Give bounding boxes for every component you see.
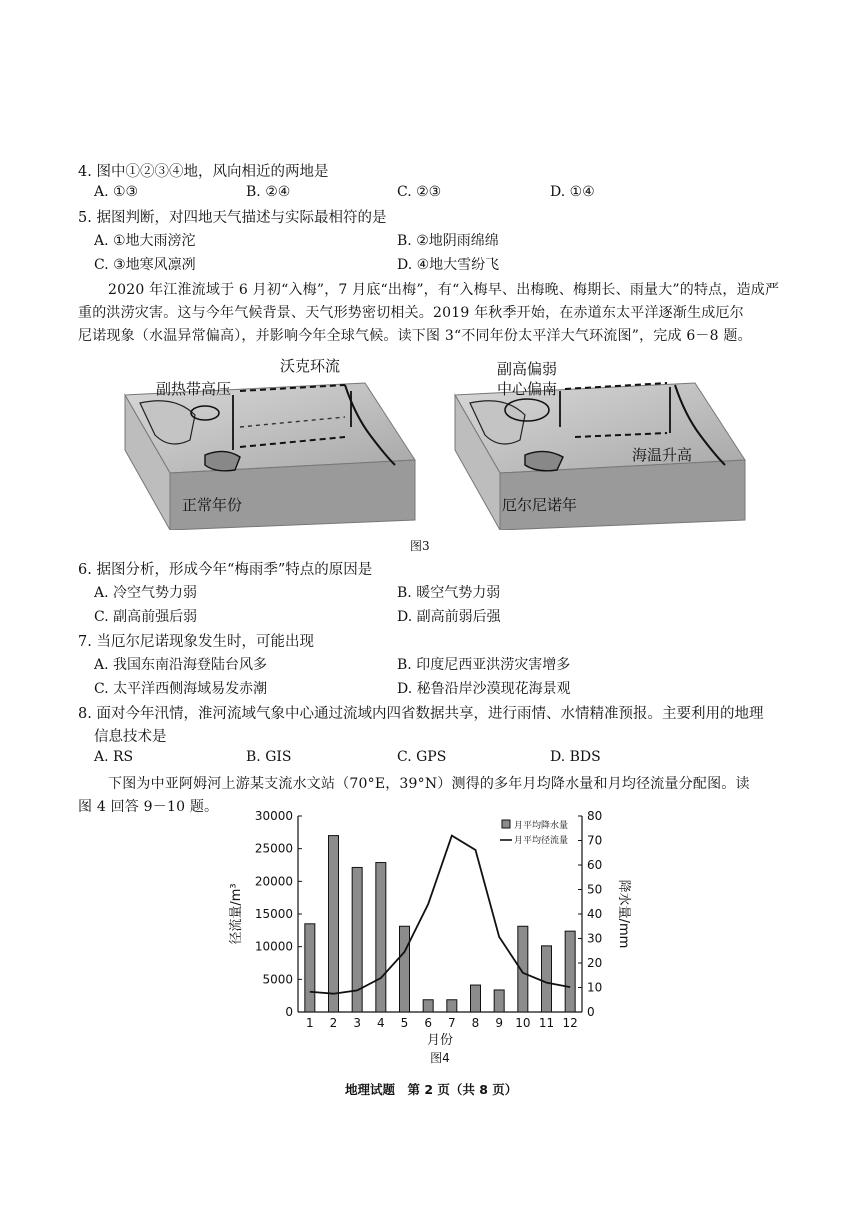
left-y-tick-label: 5000 (262, 972, 293, 987)
right-y-tick-label: 30 (587, 931, 603, 946)
center-south-label: 中心偏南 (497, 380, 558, 398)
x-tick-label: 9 (495, 1016, 503, 1030)
x-tick-label: 7 (448, 1016, 456, 1030)
el-nino-year-label: 厄尔尼诺年 (502, 496, 578, 514)
left-y-tick-label: 30000 (254, 809, 293, 823)
precipitation-bar (471, 985, 481, 1012)
passage2-line1: 下图为中亚阿姆河上游某支流水文站（70°E，39°N）测得的多年月均降水量和月均径流量分配图。读 (108, 776, 750, 792)
question-5-option-b: B. ②地阴雨绵绵 (397, 233, 499, 249)
precipitation-bar (542, 946, 552, 1012)
question-5-stem: 5. 据图判断，对四地天气描述与实际最相符的是 (78, 210, 387, 226)
right-y-tick-label: 40 (587, 907, 603, 921)
passage1-line3: 尼诺现象（水温异常偏高），并影响今年全球气候。读下图 3“不同年份太平洋大气环流图”，完成 6－8 题。 (78, 328, 752, 344)
question-6-stem: 6. 据图分析，形成今年“梅雨季”特点的原因是 (78, 562, 373, 578)
left-y-tick-label: 0 (285, 1005, 293, 1019)
left-y-tick-label: 20000 (254, 874, 293, 889)
x-tick-label: 6 (424, 1016, 432, 1030)
right-y-tick-label: 70 (587, 833, 603, 848)
right-y-tick-label: 20 (587, 956, 603, 970)
precipitation-bar (494, 990, 504, 1012)
precipitation-bar (400, 926, 410, 1012)
legend-bar-label: 月平均降水量 (514, 821, 569, 831)
sst-rise-label: 海温升高 (632, 446, 693, 464)
question-5-option-d: D. ④地大雪纷飞 (397, 257, 500, 273)
x-tick-label: 3 (353, 1016, 361, 1030)
passage1-line2: 重的洪涝灾害。这与今年气候背景、天气形势密切相关。2019 年秋季开始，在赤道东太平洋逐渐生成厄尔 (78, 305, 744, 321)
right-y-tick-label: 80 (587, 809, 603, 823)
runoff-line (310, 836, 570, 994)
normal-year-label: 正常年份 (182, 496, 243, 514)
figure3-caption: 图3 (410, 539, 430, 553)
el-nino-year-map (445, 355, 755, 530)
x-axis-label: 月份 (426, 1033, 454, 1048)
x-tick-label: 10 (515, 1016, 531, 1030)
question-5-option-c: C. ③地寒风凛冽 (94, 257, 196, 273)
question-8-option-a: A. RS (94, 749, 134, 765)
question-7-option-b: B. 印度尼西亚洪涝灾害增多 (397, 657, 571, 673)
x-tick-label: 2 (329, 1016, 338, 1030)
passage1-line1: 2020 年江淮流域于 6 月初“入梅”，7 月底“出梅”，有“入梅早、出梅晚、梅期长、雨量大”的特点，造成严 (108, 282, 780, 298)
question-4-option-b: B. ②④ (246, 184, 291, 200)
question-7-option-c: C. 太平洋西侧海域易发赤潮 (94, 681, 268, 697)
question-6-option-a: A. 冷空气势力弱 (94, 585, 198, 601)
question-8-option-c: C. GPS (397, 749, 447, 765)
precipitation-bar (565, 931, 575, 1012)
question-7-stem: 7. 当厄尔尼诺现象发生时，可能出现 (78, 634, 314, 650)
walker-circulation-label: 沃克环流 (280, 357, 341, 375)
question-8-option-d: D. BDS (550, 749, 601, 765)
precipitation-bar (329, 836, 339, 1012)
page-footer: 地理试题 第 2 页（共 8 页） (345, 1082, 518, 1097)
question-6-option-d: D. 副高前弱后强 (397, 609, 501, 625)
passage2-line2: 图 4 回答 9－10 题。 (78, 799, 219, 815)
right-y-axis-label: 降水量/mm (616, 879, 631, 949)
x-tick-label: 12 (562, 1016, 578, 1030)
question-6-option-c: C. 副高前强后弱 (94, 609, 198, 625)
legend-line-label: 月平均径流量 (514, 836, 569, 846)
subtropical-high-weak-label: 副高偏弱 (497, 360, 558, 378)
question-4-stem: 4. 图中①②③④地，风向相近的两地是 (78, 164, 329, 180)
x-tick-label: 11 (538, 1016, 555, 1030)
question-6-option-b: B. 暖空气势力弱 (397, 585, 501, 601)
question-8-stem-line1: 8. 面对今年汛情，淮河流域气象中心通过流域内四省数据共享，进行雨情、水情精准预报。主要利用的地理 (78, 706, 764, 722)
left-y-tick-label: 10000 (254, 939, 293, 954)
precipitation-bar (447, 1000, 457, 1012)
figure4-chart (220, 808, 640, 1068)
question-5-option-a: A. ①地大雨滂沱 (94, 233, 196, 249)
right-y-tick-label: 10 (587, 980, 603, 995)
x-tick-label: 1 (306, 1016, 314, 1030)
x-tick-label: 5 (400, 1016, 409, 1030)
x-tick-label: 4 (377, 1016, 385, 1030)
question-7-option-a: A. 我国东南沿海登陆台风多 (94, 657, 268, 673)
precipitation-bar (376, 863, 386, 1012)
question-4-option-a: A. ①③ (94, 184, 139, 200)
right-y-tick-label: 0 (587, 1005, 595, 1019)
question-8-option-b: B. GIS (246, 749, 292, 765)
left-y-tick-label: 15000 (254, 907, 293, 921)
precipitation-bar (518, 926, 528, 1012)
figure4-caption: 图4 (430, 1051, 450, 1065)
subtropical-high-label: 副热带高压 (156, 380, 232, 398)
precipitation-bar (423, 1000, 433, 1012)
right-y-tick-label: 50 (587, 882, 603, 897)
question-4-option-c: C. ②③ (397, 184, 442, 200)
right-y-tick-label: 60 (587, 858, 603, 872)
question-4-option-d: D. ①④ (550, 184, 595, 200)
left-y-tick-label: 25000 (254, 841, 293, 856)
left-y-axis-label: 径流量/m³ (229, 883, 244, 945)
question-8-stem-line2: 信息技术是 (94, 729, 167, 745)
x-tick-label: 8 (471, 1016, 480, 1030)
question-7-option-d: D. 秘鲁沿岸沙漠现花海景观 (397, 681, 571, 697)
precipitation-bar (305, 924, 315, 1012)
legend-bar-swatch (502, 820, 510, 828)
